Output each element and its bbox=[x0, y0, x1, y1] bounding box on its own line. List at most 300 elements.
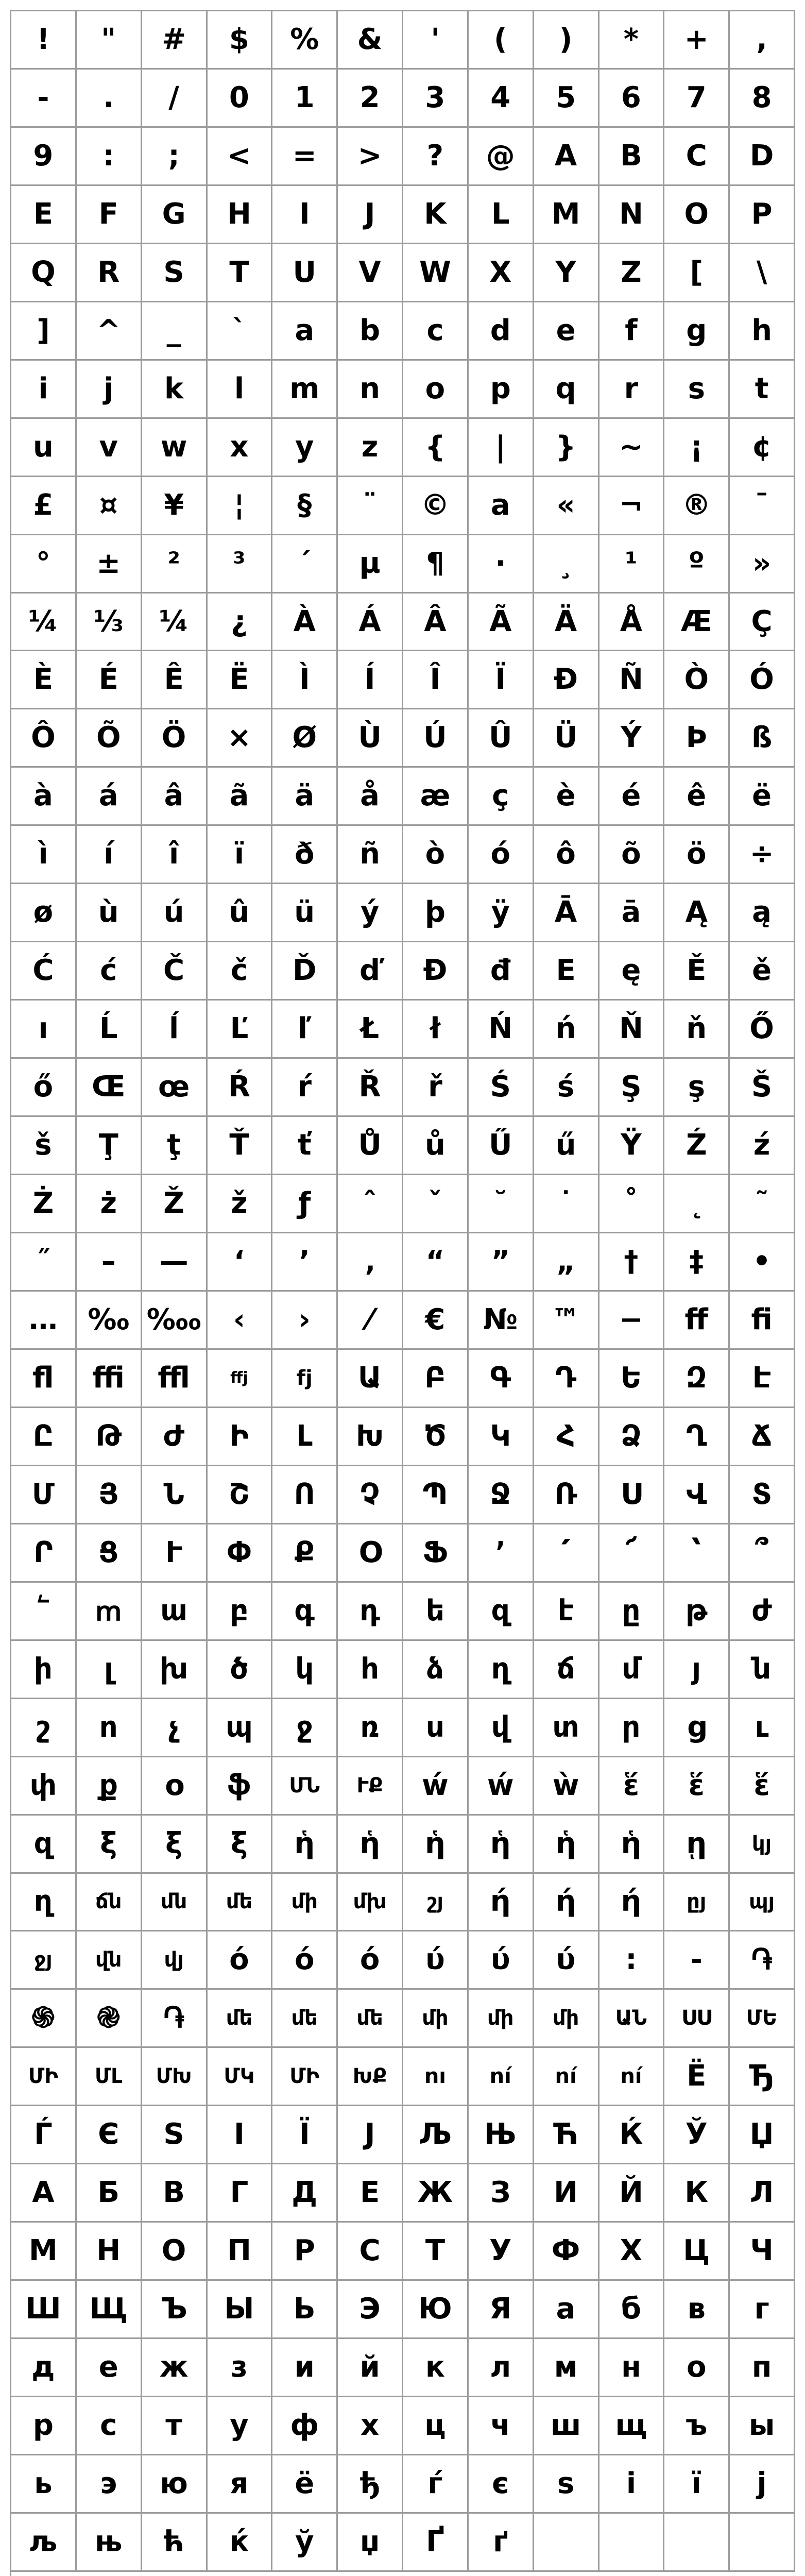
glyph-cell: ֏ bbox=[142, 1990, 208, 2048]
glyph-cell: ш bbox=[534, 2397, 600, 2455]
glyph-cell: Œ bbox=[77, 1059, 142, 1117]
glyph-cell: ц bbox=[403, 2397, 469, 2455]
glyph-cell: ’ bbox=[272, 1233, 338, 1292]
glyph-cell: ո bbox=[77, 1699, 142, 1757]
glyph-cell: Ц bbox=[664, 2223, 730, 2281]
glyph-cell: À bbox=[272, 594, 338, 652]
glyph-cell: a bbox=[469, 477, 534, 535]
glyph-cell: ¸ bbox=[534, 535, 600, 594]
glyph-cell: ґ bbox=[469, 2514, 534, 2572]
glyph-cell: վյ bbox=[142, 1931, 208, 1990]
glyph-cell: Ş bbox=[600, 1059, 665, 1117]
glyph-cell: О bbox=[142, 2223, 208, 2281]
glyph-cell: ό bbox=[338, 1931, 403, 1990]
glyph-cell: ! bbox=[11, 11, 77, 70]
glyph-cell: ç bbox=[469, 768, 534, 826]
glyph-cell: մն bbox=[142, 1874, 208, 1932]
glyph-cell: ս bbox=[403, 1699, 469, 1757]
glyph-cell: Џ bbox=[730, 2106, 795, 2164]
glyph-cell: Ռ bbox=[534, 1466, 600, 1524]
glyph-cell: ä bbox=[272, 768, 338, 826]
glyph-cell: * bbox=[600, 11, 665, 70]
glyph-cell: օ bbox=[142, 1757, 208, 1816]
glyph-cell: ըյ bbox=[664, 1874, 730, 1932]
glyph-cell: Y bbox=[534, 244, 600, 302]
glyph-cell: ՄԻ bbox=[272, 2048, 338, 2106]
glyph-cell: Յ bbox=[77, 1466, 142, 1524]
glyph-cell: Ć bbox=[11, 942, 77, 1001]
glyph-cell: − bbox=[600, 1292, 665, 1350]
glyph-cell: ῃ bbox=[664, 1816, 730, 1874]
glyph-cell: Պ bbox=[403, 1466, 469, 1524]
glyph-cell: ξ bbox=[208, 1816, 273, 1874]
glyph-cell: М bbox=[11, 2223, 77, 2281]
glyph-cell: = bbox=[272, 128, 338, 186]
glyph-cell: շ bbox=[11, 1699, 77, 1757]
glyph-cell: E bbox=[534, 942, 600, 1001]
glyph-cell: Ո bbox=[272, 1466, 338, 1524]
glyph-cell: Ā bbox=[534, 884, 600, 942]
glyph-cell: Њ bbox=[469, 2106, 534, 2164]
glyph-cell: ď bbox=[338, 942, 403, 1001]
glyph-cell: Ż bbox=[11, 1175, 77, 1233]
glyph-cell: õ bbox=[600, 826, 665, 884]
glyph-cell: Ź bbox=[664, 1117, 730, 1175]
glyph-cell: ﬂ bbox=[11, 1350, 77, 1408]
glyph-cell: ճ bbox=[534, 1641, 600, 1699]
glyph-cell: è bbox=[534, 768, 600, 826]
glyph-cell: ± bbox=[77, 535, 142, 594]
glyph-cell: ĺ bbox=[142, 1001, 208, 1059]
glyph-cell: L bbox=[469, 186, 534, 244]
glyph-cell: մ bbox=[600, 1641, 665, 1699]
glyph-cell: Ñ bbox=[600, 651, 665, 709]
glyph-cell: D bbox=[730, 128, 795, 186]
glyph-cell: ¿ bbox=[208, 594, 273, 652]
glyph-cell: ® bbox=[664, 477, 730, 535]
glyph-cell: 5 bbox=[534, 70, 600, 128]
glyph-cell: ë bbox=[730, 768, 795, 826]
glyph-cell: % bbox=[272, 11, 338, 70]
glyph-cell: ¨ bbox=[338, 477, 403, 535]
glyph-cell: Ջ bbox=[469, 1466, 534, 1524]
glyph-cell: Ń bbox=[469, 1001, 534, 1059]
glyph-cell: ի bbox=[11, 1641, 77, 1699]
empty-glyph-cell bbox=[664, 2514, 730, 2572]
glyph-cell: a bbox=[272, 302, 338, 361]
glyph-cell: Կ bbox=[469, 1408, 534, 1466]
glyph-cell: ñ bbox=[338, 826, 403, 884]
glyph-cell: ю bbox=[142, 2455, 208, 2514]
glyph-cell: Z bbox=[600, 244, 665, 302]
glyph-cell: в bbox=[664, 2281, 730, 2339]
glyph-cell: ² bbox=[142, 535, 208, 594]
glyph-cell: $ bbox=[208, 11, 273, 70]
glyph-cell: զ bbox=[11, 1816, 77, 1874]
glyph-cell: А bbox=[11, 2164, 77, 2223]
glyph-cell: ղ bbox=[469, 1641, 534, 1699]
glyph-cell: Ù bbox=[338, 709, 403, 768]
glyph-cell: К bbox=[664, 2164, 730, 2223]
glyph-cell: ˙ bbox=[534, 1175, 600, 1233]
glyph-cell: Ť bbox=[208, 1117, 273, 1175]
glyph-cell: Æ bbox=[664, 594, 730, 652]
glyph-cell: љ bbox=[11, 2514, 77, 2572]
glyph-cell: ˘ bbox=[469, 1175, 534, 1233]
glyph-cell: ժ bbox=[730, 1583, 795, 1641]
glyph-cell: ԽՔ bbox=[338, 2048, 403, 2106]
glyph-cell: ἡ bbox=[469, 1816, 534, 1874]
glyph-cell: ű bbox=[534, 1117, 600, 1175]
glyph-cell: ¹ bbox=[600, 535, 665, 594]
glyph-cell: ы bbox=[730, 2397, 795, 2455]
glyph-cell: ք bbox=[77, 1757, 142, 1816]
glyph-cell: ž bbox=[208, 1175, 273, 1233]
glyph-cell: ‰ bbox=[77, 1292, 142, 1350]
glyph-cell: æ bbox=[403, 768, 469, 826]
glyph-cell: „ bbox=[534, 1233, 600, 1292]
glyph-cell: ní bbox=[600, 2048, 665, 2106]
glyph-cell: • bbox=[730, 1233, 795, 1292]
glyph-cell: 1 bbox=[272, 70, 338, 128]
glyph-cell: J bbox=[338, 186, 403, 244]
glyph-cell: 4 bbox=[469, 70, 534, 128]
glyph-cell: e bbox=[534, 302, 600, 361]
glyph-cell: ř bbox=[403, 1059, 469, 1117]
glyph-cell: “ bbox=[403, 1233, 469, 1292]
glyph-cell: ՛ bbox=[534, 1524, 600, 1583]
glyph-cell: [ bbox=[664, 244, 730, 302]
glyph-cell: ռ bbox=[338, 1699, 403, 1757]
glyph-cell: ў bbox=[272, 2514, 338, 2572]
glyph-cell: ⁄ bbox=[338, 1292, 403, 1350]
glyph-cell: Ą bbox=[664, 884, 730, 942]
glyph-cell: փ bbox=[11, 1757, 77, 1816]
glyph-cell: > bbox=[338, 128, 403, 186]
glyph-cell: ր bbox=[600, 1699, 665, 1757]
glyph-cell: Շ bbox=[208, 1466, 273, 1524]
glyph-cell: і bbox=[600, 2455, 665, 2514]
glyph-cell: ś bbox=[534, 1059, 600, 1117]
glyph-cell: Ю bbox=[403, 2281, 469, 2339]
glyph-cell: ՄՆ bbox=[272, 1757, 338, 1816]
glyph-cell: \ bbox=[730, 244, 795, 302]
glyph-cell: Ç bbox=[730, 594, 795, 652]
glyph-cell: ł bbox=[403, 1001, 469, 1059]
glyph-cell: ¬ bbox=[600, 477, 665, 535]
glyph-cell: ա bbox=[142, 1583, 208, 1641]
glyph-cell: Ø bbox=[272, 709, 338, 768]
glyph-cell: Г bbox=[208, 2164, 273, 2223]
glyph-cell: g bbox=[664, 302, 730, 361]
glyph-cell: 8 bbox=[730, 70, 795, 128]
glyph-cell: к bbox=[403, 2339, 469, 2397]
glyph-cell: ֏ bbox=[730, 1931, 795, 1990]
glyph-cell: Բ bbox=[403, 1350, 469, 1408]
glyph-cell: Х bbox=[600, 2223, 665, 2281]
glyph-cell: ե bbox=[403, 1583, 469, 1641]
glyph-cell: Ս bbox=[600, 1466, 665, 1524]
glyph-cell: Մ bbox=[11, 1466, 77, 1524]
glyph-cell: ἡ bbox=[338, 1816, 403, 1874]
glyph-cell: ™ bbox=[534, 1292, 600, 1350]
glyph-cell: Վ bbox=[664, 1466, 730, 1524]
glyph-cell: Е bbox=[338, 2164, 403, 2223]
glyph-cell: Ն bbox=[142, 1466, 208, 1524]
glyph-cell: š bbox=[11, 1117, 77, 1175]
glyph-cell: Ի bbox=[208, 1408, 273, 1466]
glyph-cell: Ч bbox=[730, 2223, 795, 2281]
glyph-cell: ( bbox=[469, 11, 534, 70]
glyph-cell: p bbox=[469, 361, 534, 419]
glyph-cell: f bbox=[600, 302, 665, 361]
glyph-cell: Å bbox=[600, 594, 665, 652]
glyph-cell: ՄԵ bbox=[730, 1990, 795, 2048]
glyph-cell: s bbox=[664, 361, 730, 419]
glyph-cell: ‘ bbox=[208, 1233, 273, 1292]
glyph-cell: մե bbox=[208, 1990, 273, 2048]
glyph-cell: ї bbox=[664, 2455, 730, 2514]
glyph-cell: ´ bbox=[272, 535, 338, 594]
glyph-cell: q bbox=[534, 361, 600, 419]
glyph-cell: ό bbox=[208, 1931, 273, 1990]
glyph-cell: U bbox=[272, 244, 338, 302]
glyph-cell: Խ bbox=[338, 1408, 403, 1466]
glyph-cell: ¼ bbox=[11, 594, 77, 652]
glyph-cell: ã bbox=[208, 768, 273, 826]
glyph-cell: < bbox=[208, 128, 273, 186]
glyph-cell: Ѓ bbox=[11, 2106, 77, 2164]
glyph-cell: Ľ bbox=[208, 1001, 273, 1059]
glyph-cell: 7 bbox=[664, 70, 730, 128]
glyph-cell: ő bbox=[11, 1059, 77, 1117]
glyph-cell: լ bbox=[77, 1641, 142, 1699]
glyph-cell: ˚ bbox=[600, 1175, 665, 1233]
glyph-cell: c bbox=[403, 302, 469, 361]
glyph-cell: Õ bbox=[77, 709, 142, 768]
glyph-cell: ní bbox=[534, 2048, 600, 2106]
glyph-cell: а bbox=[534, 2281, 600, 2339]
glyph-cell: տ bbox=[534, 1699, 600, 1757]
glyph-cell: Þ bbox=[664, 709, 730, 768]
glyph-cell: ˛ bbox=[664, 1175, 730, 1233]
glyph-cell: ‱ bbox=[142, 1292, 208, 1350]
glyph-cell: Տ bbox=[730, 1466, 795, 1524]
glyph-cell: վն bbox=[77, 1931, 142, 1990]
glyph-cell: ní bbox=[469, 2048, 534, 2106]
glyph-cell: ‚ bbox=[338, 1233, 403, 1292]
glyph-cell: ẁ bbox=[534, 1757, 600, 1816]
glyph-cell: ~ bbox=[600, 419, 665, 477]
glyph-cell: է bbox=[534, 1583, 600, 1641]
glyph-cell: ẃ bbox=[403, 1757, 469, 1816]
glyph-cell: ) bbox=[534, 11, 600, 70]
glyph-cell: մխ bbox=[338, 1874, 403, 1932]
glyph-cell: Ò bbox=[664, 651, 730, 709]
glyph-cell: щ bbox=[600, 2397, 665, 2455]
glyph-cell: Ë bbox=[664, 2048, 730, 2106]
glyph-cell: ˜ bbox=[730, 1175, 795, 1233]
glyph-cell: մե bbox=[272, 1990, 338, 2048]
glyph-cell: ¤ bbox=[77, 477, 142, 535]
glyph-cell: - bbox=[11, 70, 77, 128]
glyph-cell: ý bbox=[338, 884, 403, 942]
glyph-cell: » bbox=[730, 535, 795, 594]
glyph-cell: գ bbox=[272, 1583, 338, 1641]
glyph-cell: ÷ bbox=[730, 826, 795, 884]
glyph-cell: – bbox=[77, 1233, 142, 1292]
glyph-cell: ¯ bbox=[730, 477, 795, 535]
glyph-cell: µ bbox=[338, 535, 403, 594]
glyph-cell: ъ bbox=[664, 2397, 730, 2455]
glyph-cell: ό bbox=[272, 1931, 338, 1990]
glyph-cell: P bbox=[730, 186, 795, 244]
glyph-cell: ξ bbox=[77, 1816, 142, 1874]
glyph-cell: Ќ bbox=[600, 2106, 665, 2164]
glyph-cell: 9 bbox=[11, 128, 77, 186]
glyph-cell: E bbox=[11, 186, 77, 244]
glyph-cell: K bbox=[403, 186, 469, 244]
glyph-cell: « bbox=[534, 477, 600, 535]
glyph-cell: ¢ bbox=[730, 419, 795, 477]
glyph-cell: á bbox=[77, 768, 142, 826]
glyph-cell: † bbox=[600, 1233, 665, 1292]
glyph-cell: / bbox=[142, 70, 208, 128]
glyph-cell: Є bbox=[77, 2106, 142, 2164]
glyph-cell: ւ bbox=[730, 1699, 795, 1757]
glyph-cell: & bbox=[338, 11, 403, 70]
glyph-cell: Ъ bbox=[142, 2281, 208, 2339]
glyph-cell: 2 bbox=[338, 70, 403, 128]
glyph-cell: ü bbox=[272, 884, 338, 942]
glyph-cell: П bbox=[208, 2223, 273, 2281]
glyph-cell: б bbox=[600, 2281, 665, 2339]
glyph-cell: ը bbox=[600, 1583, 665, 1641]
glyph-cell: մե bbox=[338, 1990, 403, 2048]
glyph-cell: Ÿ bbox=[600, 1117, 665, 1175]
glyph-cell: Q bbox=[11, 244, 77, 302]
glyph-cell: ﬁ bbox=[730, 1292, 795, 1350]
glyph-cell: ύ bbox=[469, 1931, 534, 1990]
glyph-cell: r bbox=[600, 361, 665, 419]
glyph-cell: Չ bbox=[338, 1466, 403, 1524]
glyph-cell: ffj bbox=[208, 1350, 273, 1408]
glyph-cell: ú bbox=[142, 884, 208, 942]
glyph-cell: ч bbox=[469, 2397, 534, 2455]
glyph-cell: Ա bbox=[338, 1350, 403, 1408]
glyph-cell: T bbox=[208, 244, 273, 302]
glyph-cell: ύ bbox=[403, 1931, 469, 1990]
glyph-cell: ð bbox=[272, 826, 338, 884]
glyph-cell: I bbox=[272, 186, 338, 244]
glyph-cell: դ bbox=[338, 1583, 403, 1641]
glyph-cell: ê bbox=[664, 768, 730, 826]
glyph-cell: } bbox=[534, 419, 600, 477]
glyph-cell: Ł bbox=[338, 1001, 403, 1059]
glyph-cell: ů bbox=[403, 1117, 469, 1175]
glyph-cell: ° bbox=[11, 535, 77, 594]
glyph-cell: à bbox=[11, 768, 77, 826]
glyph-cell: i bbox=[11, 361, 77, 419]
glyph-cell: â bbox=[142, 768, 208, 826]
glyph-cell: · bbox=[469, 535, 534, 594]
glyph-cell: Ő bbox=[730, 1001, 795, 1059]
glyph-cell: Я bbox=[469, 2281, 534, 2339]
glyph-cell: В bbox=[142, 2164, 208, 2223]
glyph-cell: ø bbox=[11, 884, 77, 942]
glyph-cell: մի bbox=[469, 1990, 534, 2048]
glyph-cell: ѕ bbox=[534, 2455, 600, 2514]
glyph-cell: Ð bbox=[534, 651, 600, 709]
glyph-cell: И bbox=[534, 2164, 600, 2223]
glyph-cell: ձ bbox=[403, 1641, 469, 1699]
glyph-cell: ἡ bbox=[403, 1816, 469, 1874]
glyph-cell: … bbox=[11, 1292, 77, 1350]
glyph-cell: ¦ bbox=[208, 477, 273, 535]
glyph-cell: { bbox=[403, 419, 469, 477]
glyph-cell: ճն bbox=[77, 1874, 142, 1932]
glyph-cell: ﬄ bbox=[142, 1350, 208, 1408]
glyph-cell: մի bbox=[403, 1990, 469, 2048]
glyph-cell: ј bbox=[730, 2455, 795, 2514]
glyph-cell: Ե bbox=[600, 1350, 665, 1408]
glyph-cell: կ bbox=[272, 1641, 338, 1699]
glyph-cell: ф bbox=[272, 2397, 338, 2455]
glyph-cell: ќ bbox=[208, 2514, 273, 2572]
glyph-cell: Н bbox=[77, 2223, 142, 2281]
glyph-cell: Ў bbox=[664, 2106, 730, 2164]
glyph-cell: л bbox=[469, 2339, 534, 2397]
glyph-cell: г bbox=[730, 2281, 795, 2339]
glyph-cell: ę bbox=[600, 942, 665, 1001]
glyph-cell: ж bbox=[142, 2339, 208, 2397]
glyph-cell: е bbox=[77, 2339, 142, 2397]
glyph-cell: ó bbox=[469, 826, 534, 884]
glyph-cell: ? bbox=[403, 128, 469, 186]
glyph-cell: Ґ bbox=[403, 2514, 469, 2572]
glyph-cell: ÿ bbox=[469, 884, 534, 942]
glyph-cell: ղ bbox=[11, 1874, 77, 1932]
glyph-cell: ֍ bbox=[11, 1990, 77, 2048]
glyph-cell: 0 bbox=[208, 70, 273, 128]
glyph-cell: ՒՔ bbox=[338, 1757, 403, 1816]
glyph-cell: Đ bbox=[403, 942, 469, 1001]
glyph-cell: © bbox=[403, 477, 469, 535]
glyph-cell: բ bbox=[208, 1583, 273, 1641]
glyph-cell: Ղ bbox=[664, 1408, 730, 1466]
glyph-cell: ջ bbox=[272, 1699, 338, 1757]
glyph-cell: ; bbox=[142, 128, 208, 186]
glyph-cell: р bbox=[11, 2397, 77, 2455]
glyph-cell: : bbox=[77, 128, 142, 186]
glyph-cell: З bbox=[469, 2164, 534, 2223]
glyph-cell: Ï bbox=[469, 651, 534, 709]
glyph-cell: Ů bbox=[338, 1117, 403, 1175]
glyph-cell: t bbox=[730, 361, 795, 419]
glyph-cell: w bbox=[142, 419, 208, 477]
glyph-cell: Ј bbox=[338, 2106, 403, 2164]
glyph-cell: đ bbox=[469, 942, 534, 1001]
glyph-cell: Í bbox=[338, 651, 403, 709]
glyph-cell: ţ bbox=[142, 1117, 208, 1175]
glyph-cell: ˆ bbox=[338, 1175, 403, 1233]
glyph-cell: Ձ bbox=[600, 1408, 665, 1466]
glyph-cell: Î bbox=[403, 651, 469, 709]
glyph-cell: ” bbox=[469, 1233, 534, 1292]
glyph-cell: k bbox=[142, 361, 208, 419]
glyph-cell: l bbox=[208, 361, 273, 419]
glyph-cell: ՍՍ bbox=[664, 1990, 730, 2048]
